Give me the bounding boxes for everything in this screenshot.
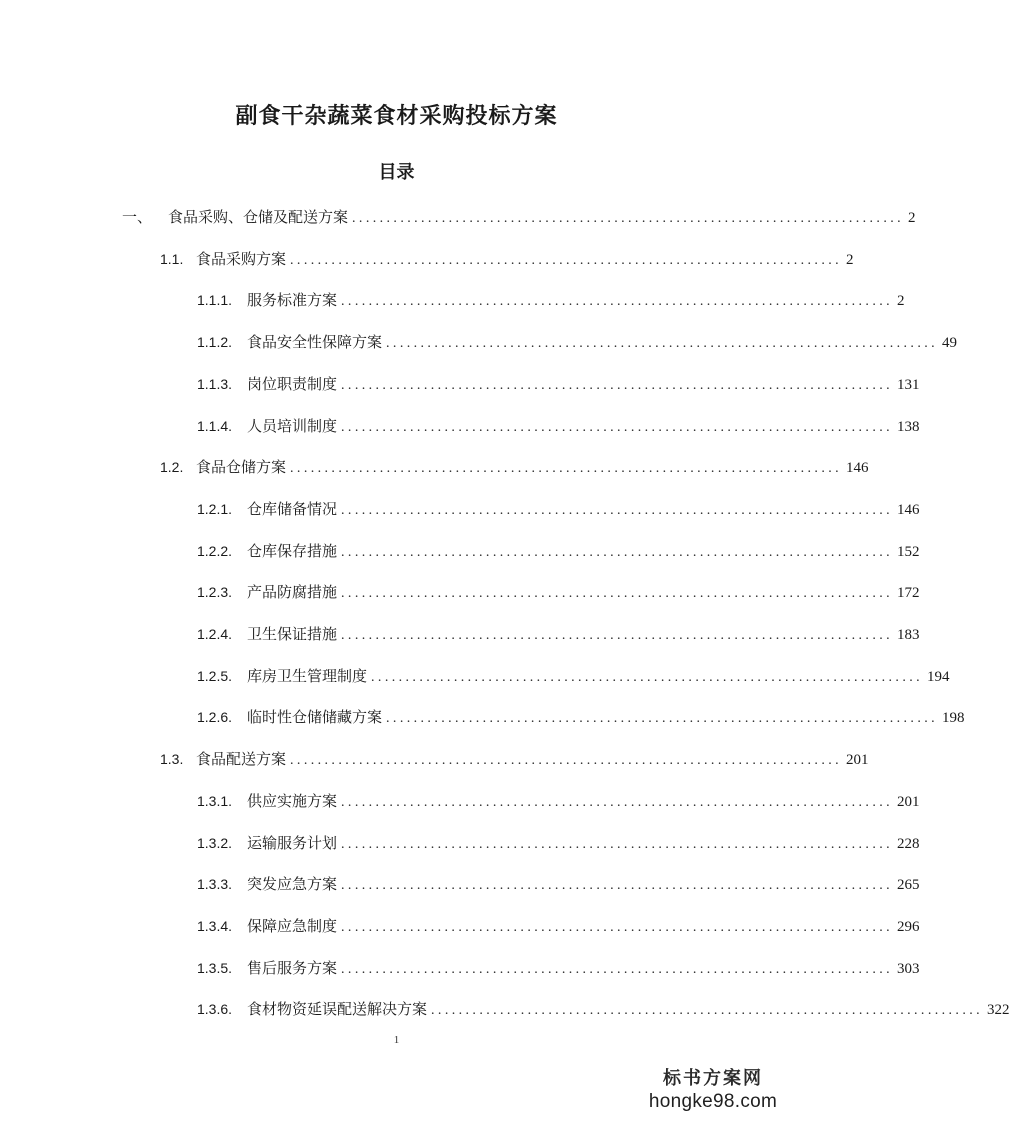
- toc-entry-number: 1.1.3.: [197, 376, 233, 392]
- toc-entry[interactable]: [197, 538, 920, 564]
- toc-dot-leader: ................................................................................: [352, 211, 905, 226]
- toc-heading: 目录: [378, 162, 415, 183]
- toc-dot-leader: ................................................................................: [341, 503, 894, 518]
- toc-entry-label: 人员培训制度: [247, 417, 338, 435]
- toc-entry-page: 183: [897, 627, 920, 643]
- toc-entry[interactable]: [197, 287, 905, 313]
- toc-entry[interactable]: [197, 788, 920, 814]
- toc-entry-label: 售后服务方案: [247, 959, 338, 977]
- toc-entry-page: 322: [987, 1002, 1010, 1018]
- toc-dot-leader: ................................................................................: [341, 962, 894, 977]
- toc-entry-page: 201: [897, 794, 920, 810]
- toc-entry-number: 1.1.4.: [197, 418, 233, 434]
- toc-entry-label: 库房卫生管理制度: [247, 667, 368, 685]
- toc-entry[interactable]: [197, 621, 920, 647]
- toc-entry[interactable]: [197, 704, 965, 730]
- toc-entry-number: 1.2.3.: [197, 584, 233, 600]
- toc-entry-number: 1.2.: [160, 459, 184, 475]
- toc-entry-number: 1.3.1.: [197, 793, 233, 809]
- toc-entry-page: 172: [897, 585, 920, 601]
- toc-dot-leader: ................................................................................: [290, 253, 843, 268]
- toc-dot-leader: ................................................................................: [386, 711, 939, 726]
- toc-entry-number: 1.3.3.: [197, 876, 233, 892]
- toc-entry-number: 1.3.4.: [197, 918, 233, 934]
- toc-entry[interactable]: [197, 830, 920, 856]
- toc-entry-label: 临时性仓储储藏方案: [247, 708, 383, 726]
- toc-entry-page: 228: [897, 836, 920, 852]
- toc-dot-leader: ................................................................................: [290, 461, 843, 476]
- toc-entry-number: 1.1.: [160, 251, 184, 267]
- toc-entry-label: 卫生保证措施: [247, 625, 338, 643]
- toc-entry[interactable]: [197, 871, 920, 897]
- toc-entry-number: 1.2.2.: [197, 543, 233, 559]
- toc-entry[interactable]: [197, 913, 920, 939]
- toc-entry-number: 1.3.: [160, 751, 184, 767]
- document-title: 副食干杂蔬菜食材采购投标方案: [235, 104, 558, 129]
- toc-entry-number: 1.3.6.: [197, 1001, 233, 1017]
- toc-entry[interactable]: [197, 663, 950, 689]
- toc-entry-number: 1.2.5.: [197, 668, 233, 684]
- watermark-en-text: hongke98.com: [648, 1091, 778, 1112]
- toc-dot-leader: ................................................................................: [341, 920, 894, 935]
- toc-entry-label: 仓库保存措施: [247, 542, 338, 560]
- toc-entry-page: 131: [897, 377, 920, 393]
- toc-entry-page: 2: [908, 210, 916, 226]
- footer-page-number: 1: [393, 1034, 400, 1046]
- toc-entry-label: 食材物资延误配送解决方案: [247, 1000, 428, 1018]
- toc-entry-number: 一、: [122, 208, 153, 226]
- toc-entry[interactable]: [197, 413, 920, 439]
- toc-dot-leader: ................................................................................: [341, 878, 894, 893]
- toc-entry[interactable]: [197, 579, 920, 605]
- toc-entry-page: 146: [846, 460, 869, 476]
- toc-entry[interactable]: [197, 955, 920, 981]
- toc-dot-leader: ................................................................................: [341, 378, 894, 393]
- toc-entry-number: 1.1.2.: [197, 334, 233, 350]
- toc-entry[interactable]: [197, 371, 920, 397]
- toc-entry[interactable]: [122, 204, 916, 230]
- toc-entry-label: 食品配送方案: [196, 750, 287, 768]
- toc-entry-number: 1.2.1.: [197, 501, 233, 517]
- toc-entry-label: 食品采购、仓储及配送方案: [168, 208, 349, 226]
- toc-dot-leader: ................................................................................: [341, 586, 894, 601]
- toc-dot-leader: ................................................................................: [341, 795, 894, 810]
- toc-entry-label: 服务标准方案: [247, 291, 338, 309]
- toc-dot-leader: ................................................................................: [341, 837, 894, 852]
- toc-entry-number: 1.3.5.: [197, 960, 233, 976]
- toc-entry-number: 1.2.4.: [197, 626, 233, 642]
- toc-dot-leader: ................................................................................: [371, 670, 924, 685]
- toc-entry-page: 296: [897, 919, 920, 935]
- toc-entry-page: 201: [846, 752, 869, 768]
- toc-entry-label: 运输服务计划: [247, 834, 338, 852]
- toc-entry-label: 供应实施方案: [247, 792, 338, 810]
- toc-entry[interactable]: [160, 246, 854, 272]
- toc-entry-label: 突发应急方案: [247, 875, 338, 893]
- toc-entry-page: 194: [927, 669, 950, 685]
- toc-entry-label: 产品防腐措施: [247, 583, 338, 601]
- toc-entry-page: 152: [897, 544, 920, 560]
- toc-entry-page: 2: [846, 252, 854, 268]
- toc-entry-label: 食品采购方案: [196, 250, 287, 268]
- toc-entry[interactable]: [160, 454, 869, 480]
- toc-dot-leader: ................................................................................: [341, 420, 894, 435]
- toc-entry-page: 303: [897, 961, 920, 977]
- toc-entry-label: 仓库储备情况: [247, 500, 338, 518]
- toc-entry-label: 食品安全性保障方案: [247, 333, 383, 351]
- watermark-logo: [647, 1068, 779, 1114]
- toc-entry-page: 138: [897, 419, 920, 435]
- toc-entry-number: 1.2.6.: [197, 709, 233, 725]
- toc-entry-page: 265: [897, 877, 920, 893]
- toc-dot-leader: ................................................................................: [431, 1003, 984, 1018]
- toc-entry-label: 岗位职责制度: [247, 375, 338, 393]
- toc-dot-leader: ................................................................................: [386, 336, 939, 351]
- toc-entry-page: 146: [897, 502, 920, 518]
- toc-dot-leader: ................................................................................: [341, 628, 894, 643]
- toc-entry[interactable]: [197, 496, 920, 522]
- toc-entry-label: 食品仓储方案: [196, 458, 287, 476]
- toc-dot-leader: ................................................................................: [341, 294, 894, 309]
- toc-entry-number: 1.3.2.: [197, 835, 233, 851]
- toc-entry-label: 保障应急制度: [247, 917, 338, 935]
- toc-dot-leader: ................................................................................: [341, 545, 894, 560]
- toc-dot-leader: ................................................................................: [290, 753, 843, 768]
- toc-entry-page: 49: [942, 335, 958, 351]
- toc-entry-page: 2: [897, 293, 905, 309]
- toc-entry[interactable]: [160, 746, 869, 772]
- toc-entry[interactable]: [197, 329, 958, 355]
- toc-entry-number: 1.1.1.: [197, 292, 233, 308]
- toc-entry[interactable]: [197, 996, 1010, 1022]
- watermark-cn-text: 标书方案网: [663, 1068, 763, 1089]
- toc-entry-page: 198: [942, 710, 965, 726]
